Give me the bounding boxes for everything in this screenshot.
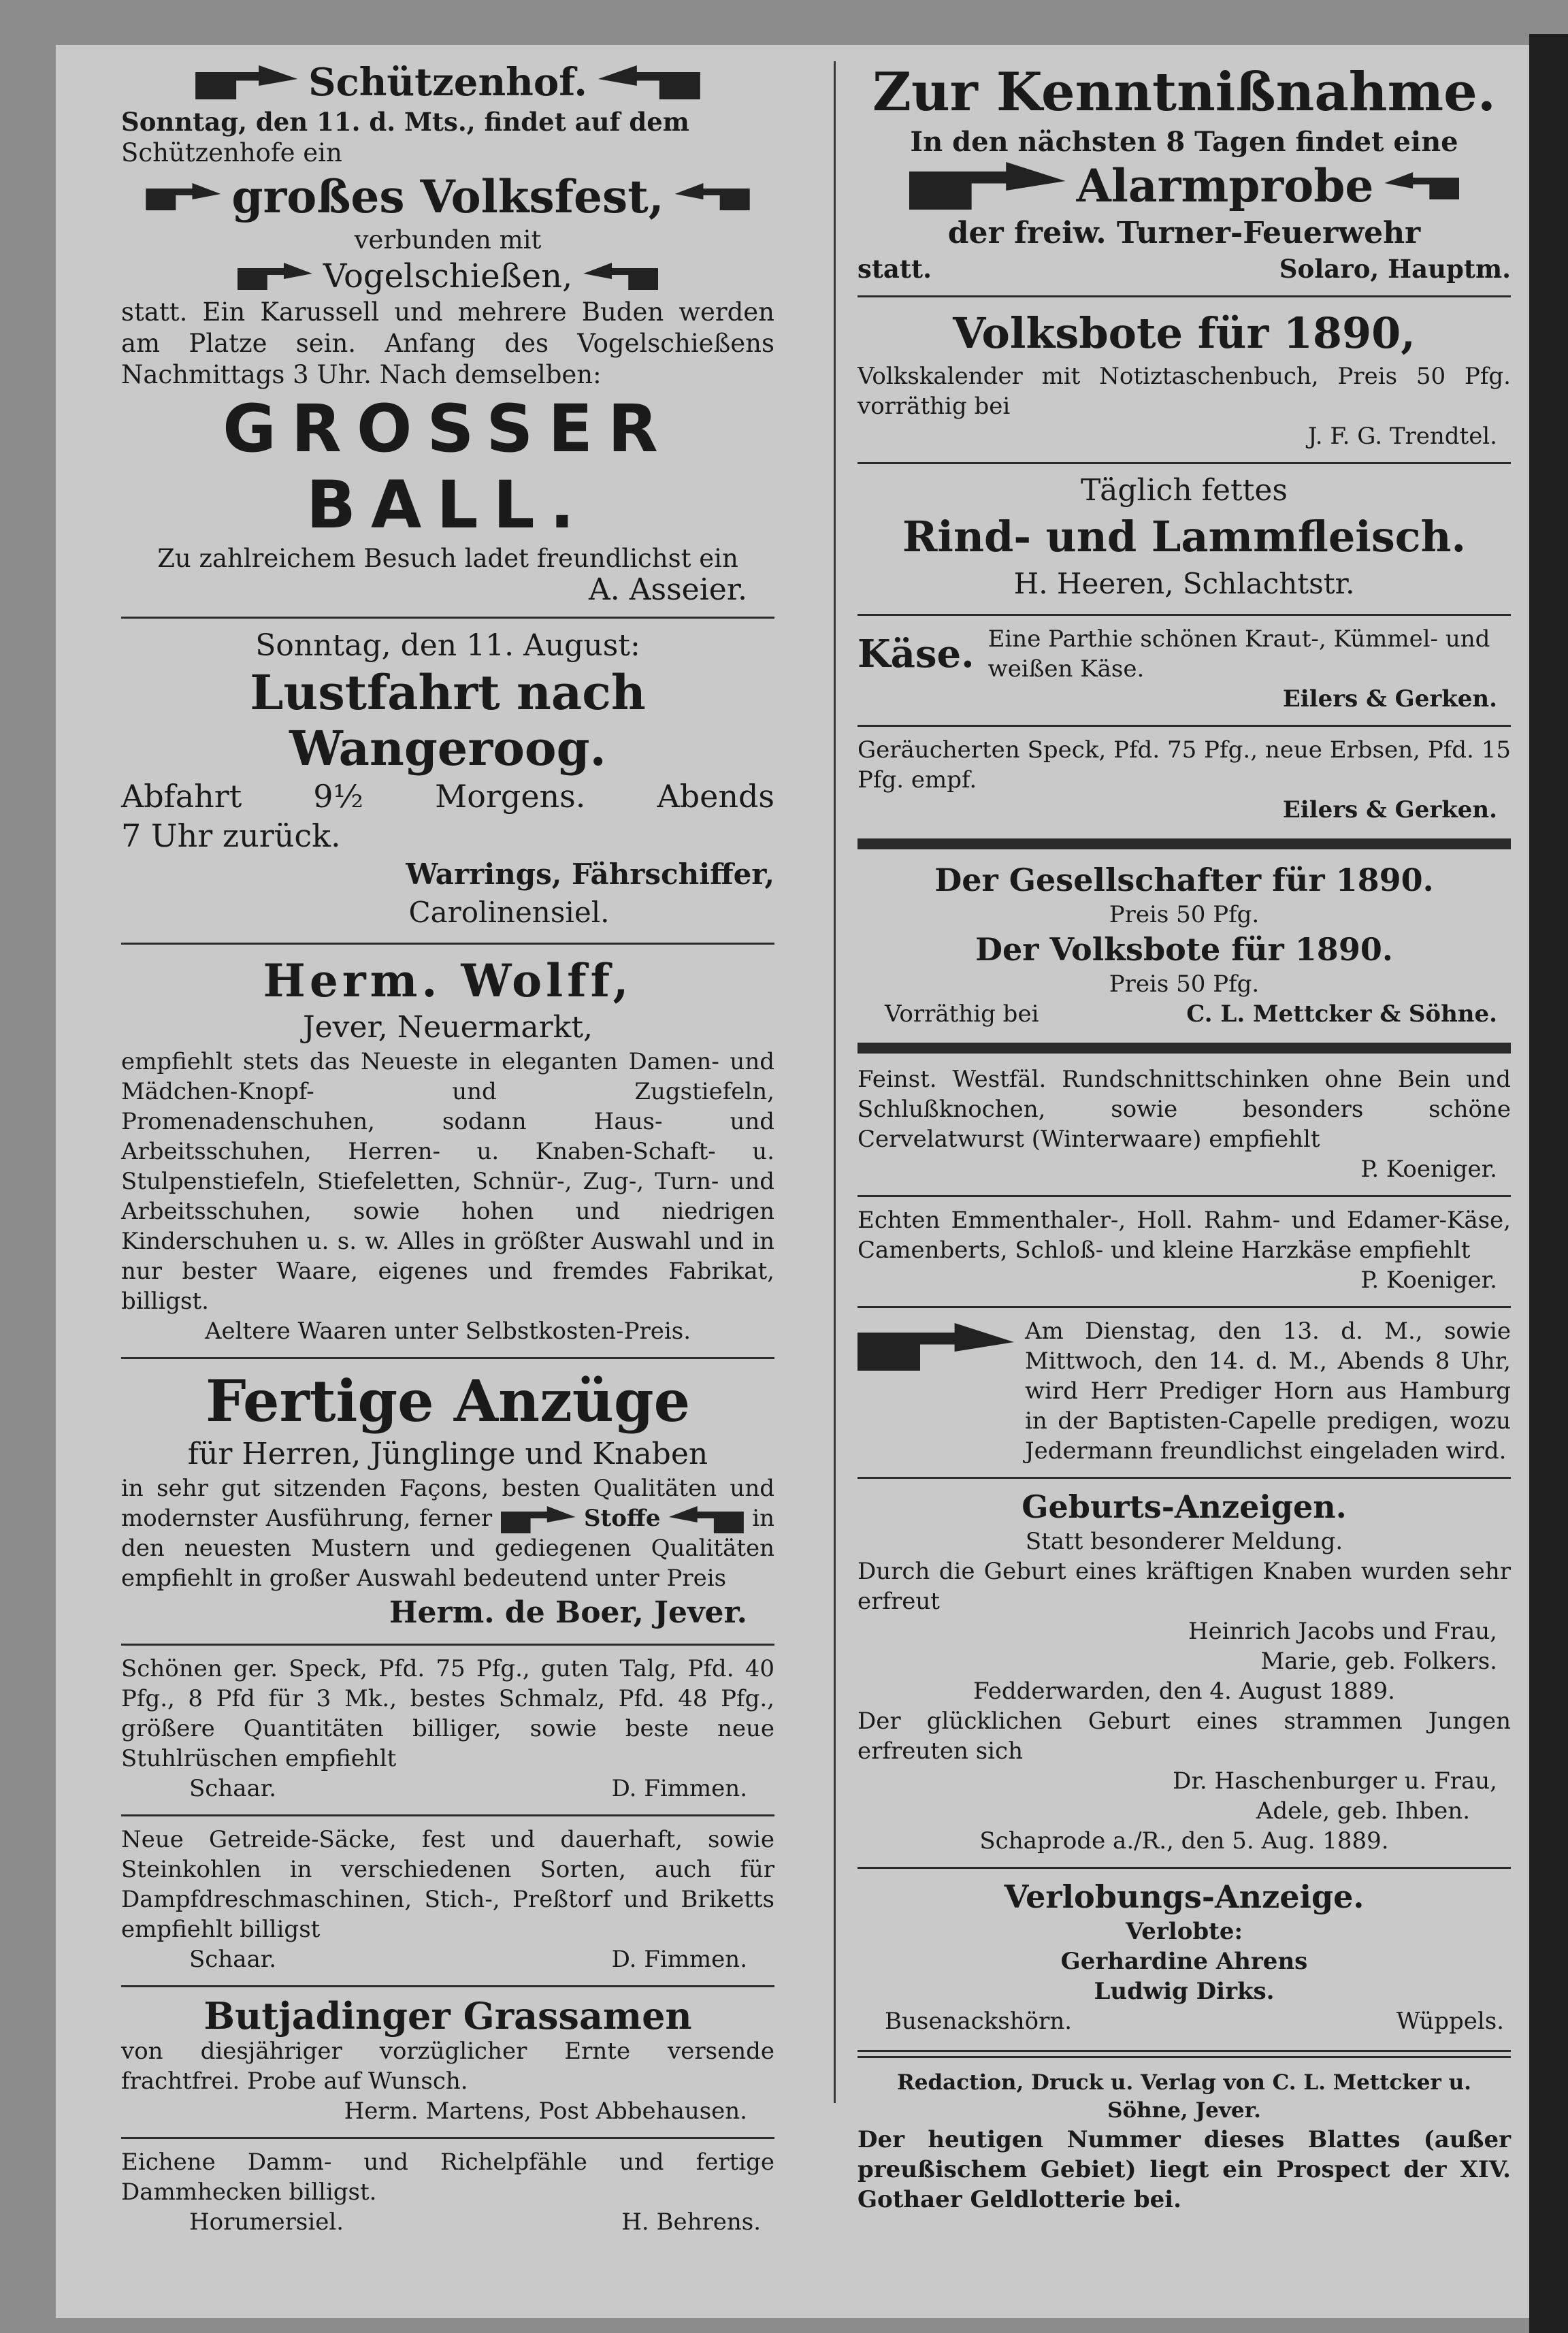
ad-signature: Eilers & Gerken. <box>1282 685 1497 713</box>
ad-place: Wüppels. <box>1396 2008 1504 2035</box>
ad-signature: Herm. Martens, Post Abbehausen. <box>344 2098 747 2125</box>
ad-place: Schaprode a./R., den 5. Aug. 1889. <box>979 1827 1389 1855</box>
ad-price: Preis 50 Pfg. <box>1109 901 1260 928</box>
ad-separator <box>858 1043 1511 1054</box>
ad-body: Volkskalender mit Notiztaschenbuch, Preis 50 Pfg. vorräthig bei <box>858 363 1511 420</box>
ad-fleisch <box>858 468 1511 610</box>
ad-wolff <box>121 949 774 1353</box>
ad-title: Volksbote für 1890, <box>953 308 1416 358</box>
ad-body <box>121 1473 774 1593</box>
ad-separator <box>858 462 1511 464</box>
ad-signature: H. Behrens. <box>621 2208 761 2236</box>
ad-body: Durch die Geburt eines kräftigen Knaben wurden sehr erfreut <box>858 1558 1511 1615</box>
ad-body: statt. Ein Karussell und mehrere Buden werden am Platze sein. Anfang des Vogelschießens Nachmittags 3 Uhr. Nach demselben: <box>121 297 774 389</box>
ad-title: Der Gesellschafter für 1890. <box>934 862 1434 898</box>
ad-signature: Dr. Haschenburger u. Frau, <box>1173 1767 1497 1795</box>
ad-separator <box>858 1195 1511 1197</box>
ad-separator <box>858 295 1511 297</box>
ad-place: Schaar. <box>189 1775 277 1802</box>
ad-title: Käse. <box>858 632 975 676</box>
ad-separator <box>121 1814 774 1816</box>
ad-separator <box>121 1644 774 1646</box>
ad-subtitle: Jever, Neuermarkt, <box>302 1010 593 1045</box>
ad-title: Schützenhof. <box>308 60 587 105</box>
ad-body-text: in den neuesten Mustern und gediegenen Qualitäten empfiehlt in großer Auswahl bedeutend unter Preis <box>121 1505 775 1592</box>
ad-separator <box>858 838 1511 849</box>
right-column <box>858 54 1511 2221</box>
ad-kaese <box>858 620 1511 721</box>
ad-place: Busenackshörn. <box>885 2008 1073 2035</box>
pointing-hand-icon <box>858 1323 1014 1371</box>
pointing-hand-icon <box>909 162 1066 210</box>
ad-place: Fedderwarden, den 4. August 1889. <box>973 1678 1395 1705</box>
pointing-hand-icon <box>195 65 297 99</box>
ad-price: Preis 50 Pfg. <box>1109 970 1260 998</box>
ad-signature: Heinrich Jacobs und Frau, <box>1188 1618 1497 1645</box>
ad-body: Feinst. Westfäl. Rundschnittschinken ohne Bein und Schlußknochen, sowie besonders schöne Cervelatwurst (Winterwaare) empfiehlt <box>858 1066 1511 1153</box>
pointing-hand-icon <box>669 1506 744 1533</box>
ad-anzuege <box>121 1363 774 1639</box>
pointing-hand-icon <box>1384 172 1459 199</box>
ad-signature: C. L. Mettcker & Söhne. <box>1186 1000 1497 1028</box>
pointing-hand-icon <box>501 1506 576 1533</box>
ad-separator <box>121 617 774 619</box>
ad-lustfahrt <box>121 623 774 939</box>
ad-text: Sonntag, den 11. d. Mts., findet auf dem <box>121 107 689 137</box>
ad-body: von diesjähriger vorzüglicher Ernte versende frachtfrei. Probe auf Wunsch. <box>121 2038 774 2095</box>
ad-place: Schaar. <box>189 1946 277 1973</box>
ad-signature: P. Koeniger. <box>1360 1267 1497 1294</box>
ad-body: empfiehlt stets das Neueste in eleganten Damen- und Mädchen-Knopf- und Zugstiefeln, Promenadenschuhen, sodann Haus- und Arbeitsschuhen, Herren- u. Knaben-Schaft- u. Stulpenstiefeln, Stiefeletten, Schnür-, Zug-, Turn- und Arbeitsschuhen, sowie hohen und niedrigen Kinderschuhen u. s. w. Alles in größter Auswahl und in nur bester Waare, eigenes und fremdes Fabrikat, billigst. <box>121 1048 774 1315</box>
ad-schinken <box>858 1060 1511 1191</box>
ad-text: verbunden mit <box>354 225 542 255</box>
ad-pfaehle <box>121 2143 774 2244</box>
ad-text: Schützenhofe ein <box>121 138 342 167</box>
ad-place: statt. <box>858 254 932 284</box>
ad-title: Der Volksbote für 1890. <box>975 931 1393 968</box>
ad-separator <box>858 1867 1511 1869</box>
pointing-hand-icon <box>146 183 220 210</box>
ad-saecke <box>121 1821 774 1981</box>
ad-highlight: Stoffe <box>583 1505 661 1532</box>
ad-title: Rind- und Lammfleisch. <box>902 512 1467 561</box>
ad-title: Herm. Wolff, <box>263 954 633 1007</box>
ad-footer: Aeltere Waaren unter Selbstkosten-Preis. <box>205 1318 691 1345</box>
ad-title: Fertige Anzüge <box>205 1367 691 1435</box>
ad-body: Schönen ger. Speck, Pfd. 75 Pfg., guten Talg, Pfd. 40 Pfg., 8 Pfd für 3 Mk., bestes Schmalz, Pfd. 48 Pfg., größere Quantitäten billiger, sowie beste neue Stuhlrüschen empfiehlt <box>121 1655 774 1772</box>
ad-text: In den nächsten 8 Tagen findet eine <box>910 126 1458 158</box>
ad-text: 7 Uhr zurück. <box>121 817 341 854</box>
column-divider <box>834 61 836 2103</box>
ad-text: Vorräthig bei <box>885 1000 1039 1028</box>
ad-text: der freiw. Turner-Feuerwehr <box>947 216 1421 250</box>
ad-separator <box>121 2137 774 2139</box>
pointing-hand-icon <box>583 263 658 290</box>
ad-body: Neue Getreide-Säcke, fest und dauerhaft, sowie Steinkohlen in verschiedenen Sorten, auch für Dampfdreschmaschinen, Stich-, Preßtorf und Briketts empfiehlt billigst <box>121 1826 774 1943</box>
ad-signature: A. Asseier. <box>588 572 747 607</box>
ad-kenntnis <box>858 54 1511 291</box>
imprint-note: Der heutigen Nummer dieses Blattes (außer preußischem Gebiet) liegt ein Prospect der XIV. Gothaer Geldlotterie bei. <box>858 2126 1511 2213</box>
ad-body-text: in sehr gut sitzenden Façons, besten Qualitäten und modernster Ausführung, ferner <box>121 1475 774 1532</box>
ad-signature: Carolinensiel. <box>408 896 610 929</box>
ad-separator <box>121 943 774 945</box>
ad-signature: Warrings, Fährschiffer, <box>406 858 774 891</box>
ad-separator <box>858 1477 1511 1479</box>
ad-signature: D. Fimmen. <box>611 1946 747 1973</box>
ad-signature: D. Fimmen. <box>611 1775 747 1802</box>
ad-signature: Adele, geb. Ihben. <box>1256 1797 1470 1825</box>
ad-title: Lustfahrt nach Wangeroog. <box>250 664 646 777</box>
ad-separator <box>858 614 1511 616</box>
ad-separator <box>858 725 1511 727</box>
ad-body: Geräucherten Speck, Pfd. 75 Pfg., neue Erbsen, Pfd. 15 Pfg. empf. <box>858 736 1511 794</box>
ad-place: Horumersiel. <box>189 2208 344 2236</box>
ad-separator <box>858 2050 1511 2058</box>
ad-date: Sonntag, den 11. August: <box>255 628 640 663</box>
pointing-hand-icon <box>238 263 312 290</box>
ad-body: Am Dienstag, den 13. d. M., sowie Mittwoch, den 14. d. M., Abends 8 Uhr, wird Herr Prediger Horn aus Hamburg in der Baptisten-Capelle predigen, wozu Jedermann freundlichst eingeladen wird. <box>1025 1318 1511 1465</box>
ad-gesellschafter <box>858 856 1511 1036</box>
ad-title: Butjadinger Grassamen <box>203 1994 692 2038</box>
ad-schuetzenhof <box>121 54 774 613</box>
imprint <box>858 2065 1511 2221</box>
ad-body: Eine Parthie schönen Kraut-, Kümmel- und weißen Käse. <box>987 625 1490 683</box>
imprint-line: Redaction, Druck u. Verlag von C. L. Mettcker u. Söhne, Jever. <box>897 2070 1471 2123</box>
ad-signature: P. Koeniger. <box>1360 1156 1497 1183</box>
ad-text: Zu zahlreichem Besuch ladet freundlichst ein <box>157 544 738 573</box>
ad-signature: Eilers & Gerken. <box>1282 796 1497 823</box>
ad-subtitle: Verlobte: <box>1125 1918 1243 1945</box>
ad-separator <box>121 1357 774 1359</box>
pointing-hand-icon <box>675 183 750 210</box>
ad-signature: Herm. de Boer, Jever. <box>389 1595 747 1630</box>
ad-signature: J. F. G. Trendtel. <box>1307 423 1497 450</box>
page-edge <box>1529 34 1568 2333</box>
ad-prediger <box>858 1312 1511 1473</box>
ad-subheadline: Vogelschießen, <box>323 257 573 295</box>
ad-text: Abfahrt 9½ Morgens. Abends <box>121 778 774 815</box>
pointing-hand-icon <box>598 65 700 99</box>
ad-emmenthaler <box>858 1201 1511 1302</box>
ad-headline: Alarmprobe <box>1076 159 1374 212</box>
ad-separator <box>121 1985 774 1987</box>
ad-subtitle: Statt besonderer Meldung. <box>1025 1528 1343 1555</box>
ad-signature: Solaro, Hauptm. <box>1279 254 1511 284</box>
ad-separator <box>858 1306 1511 1308</box>
ad-name: Gerhardine Ahrens <box>1060 1948 1308 1975</box>
ad-ball-headline: GROSSER BALL. <box>223 391 673 543</box>
ad-subtitle: Täglich fettes <box>1081 473 1288 508</box>
ad-signature: Marie, geb. Folkers. <box>1260 1648 1497 1675</box>
left-column <box>121 54 774 2244</box>
ad-title: Zur Kenntnißnahme. <box>872 61 1496 123</box>
ad-speck <box>121 1650 774 1810</box>
ad-name: Ludwig Dirks. <box>1094 1978 1275 2005</box>
ad-volksbote <box>858 301 1511 458</box>
ad-headline: großes Volksfest, <box>231 170 664 223</box>
ad-grassamen <box>121 1991 774 2133</box>
ad-erbsen <box>858 731 1511 832</box>
ad-geburt <box>858 1483 1511 1863</box>
ad-title: Verlobungs-Anzeige. <box>1004 1878 1365 1915</box>
ad-body: Echten Emmenthaler-, Holl. Rahm- und Edamer-Käse, Camenberts, Schloß- und kleine Harzkäse empfiehlt <box>858 1207 1511 1264</box>
ad-body: Der glücklichen Geburt eines strammen Jungen erfreuten sich <box>858 1708 1511 1765</box>
ad-verlobung <box>858 1873 1511 2043</box>
ad-body: Eichene Damm- und Richelpfähle und fertige Dammhecken billigst. <box>121 2149 774 2206</box>
ad-subtitle: für Herren, Jünglinge und Knaben <box>187 1437 708 1471</box>
ad-title: Geburts-Anzeigen. <box>1022 1488 1347 1525</box>
ad-signature: H. Heeren, Schlachtstr. <box>1013 567 1355 600</box>
